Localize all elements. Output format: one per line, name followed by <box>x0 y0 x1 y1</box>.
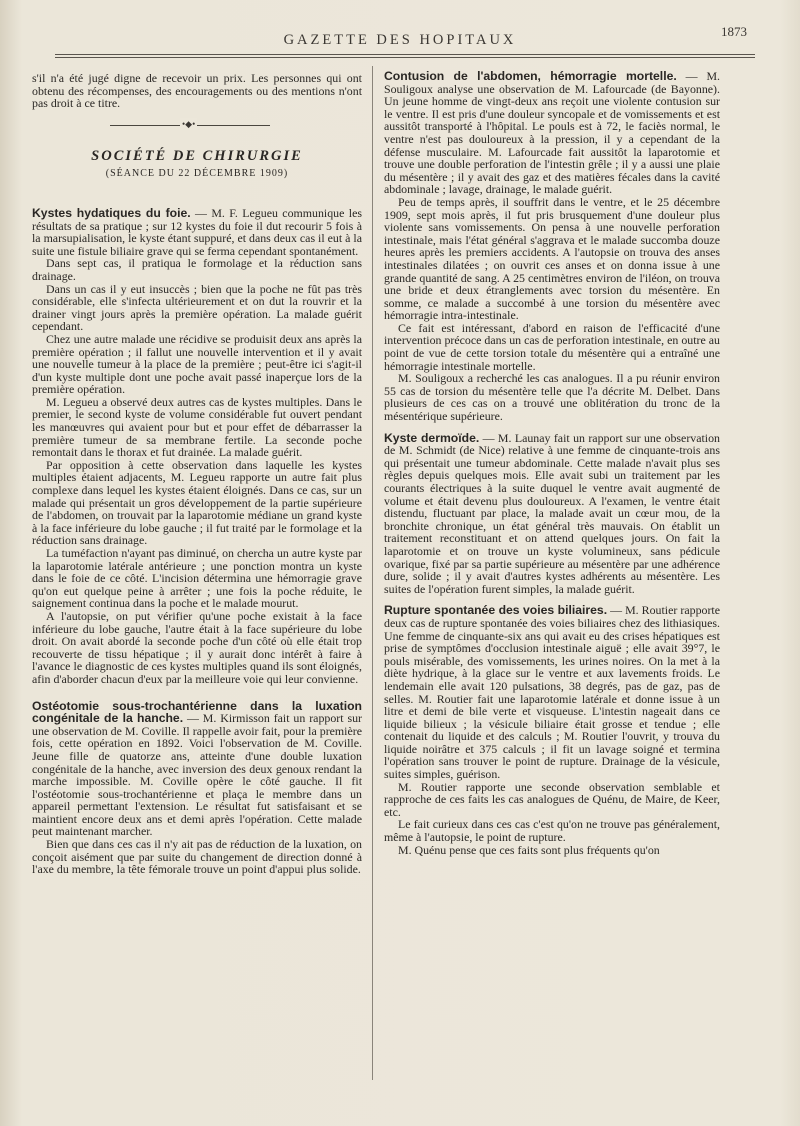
paragraph: M. Quénu pense que ces faits sont plus fréquents qu'on <box>398 842 660 857</box>
paragraph: A l'autopsie, on put vérifier qu'une poche existait à la face inférieure du lobe gauche, l'autre était à la face supérieure du lobe droit. On avait abordé la seconde poche d'un côté où elle était trop recouverte de tissu hépatique ; il y aurait donc intérêt à faire à l'avance le diagnostic de ces kystes multiples quand ils sont éloignés, afin d'aborder chacun d'eux par la meilleure voie qui leur convienne. <box>32 608 362 686</box>
paragraph: M. Legueu a observé deux autres cas de kystes multiples. Dans le premier, le second kyste de volume considérable fut ouvert pendant les manœuvres qui avaient pour but et pour effet de débarrasser la première tumeur de sa membrane fertile. La seconde poche remontait dans le thorax et fut drainée. La malade guérit. <box>32 394 362 460</box>
article-rupture <box>384 604 720 780</box>
paragraph: La tuméfaction n'ayant pas diminué, on chercha un autre kyste par la laparotomie latérale antérieure ; une ponction montra un kyste dans le foie de ce côté. L'incision détermina une hémorragie grave qu'on eut quelque peine à arrêter ; une fois la poche réduite, le saignement continua dans la poche et le malade mourut. <box>32 546 362 611</box>
seance-date: (SÉANCE DU 22 DÉCEMBRE 1909) <box>105 168 289 180</box>
paragraph: Par opposition à cette observation dans laquelle les kystes multiples étaient adjacents, M. Legueu rapporte un autre fait plus complexe dans lequel les kystes étaient éloignés. Dans ce cas, sur un malade qui présentait un gros développement de la partie supérieure de l'abdomen, on trouvait par la laparotomie médiane un grand kyste à la face inférieure du lobe gauche ; il fut traité par le formolage et la réduction sans drainage. <box>32 457 362 548</box>
article-kyste-dermoide <box>384 432 720 596</box>
article-text: — M. Launay fait un rapport sur une observation de M. Schmidt (de Nice) relative à une femme de cinquante-trois ans qui présentait une tumeur abdominale. Cette malade n'avait plus ses règles depuis quelques mois. Elle avait subi un traitement par les courants électriques à la suite duquel le ventre avait augmenté de volume et était devenu plus douloureux. A l'examen, le ventre était distendu, fluctuant par place, la malade avait un cœur mou, de la bronchite chronique, un état général très mauvais. On établit un traitement reconstituant et on attend quelques jours. On fait la laparotomie et on trouve un kyste volumineux, sans pédicule ovarique, fixé par sa partie supérieure au mésentère par une adhérence dure, solide ; il y avait d'autres kystes adhérents au mésentère. Les suites de l'opération furent simples, la malade guérit. <box>384 430 720 596</box>
section-title: SOCIÉTÉ DE CHIRURGIE <box>91 147 303 164</box>
paragraph: Ce fait est intéressant, d'abord en raison de l'efficacité d'une intervention précoce dans un cas de perforation intestinale, en outre au point de vue de cette torsion totale du mésentère qui a entraîné une hémorragie intestinale mortelle. <box>384 320 720 373</box>
ornament-icon: •◆• <box>182 118 196 129</box>
article-text: — M. F. Legueu communique les résultats de sa pratique ; sur 12 kystes du foie il dut recourir 5 fois à la marsupialisation, le kyste étant suppuré, et dans deux cas il eut à la suite une fistule biliaire grave qui se ferma cependant spontanément. <box>32 205 362 258</box>
page-header <box>25 24 775 60</box>
article-kystes <box>32 207 362 257</box>
right-column <box>384 70 720 856</box>
paragraph: Peu de temps après, il souffrit dans le ventre, et le 25 décembre 1909, sept mois après, il fut pris brusquement d'une douleur plus violente sans vomissements. On pensa à une nouvelle perforation intestinale, mais l'état général s'aggrava et le malade succomba douze heures après les premiers accidents. A l'autopsie on trouva des anses intestinales dilatées ; on ouvrit ces anses et on donna issue à une grande quantité de sang. A 25 centimètres environ de l'iléon, on trouva une bride et deux étranglements avec torsion du mésentère. En somme, ce malade a succombé à une torsion du mésentère avec hémorragie intra-intestinale. <box>384 194 720 323</box>
paragraph: M. Souligoux a recherché les cas analogues. Il a pu réunir environ 55 cas de torsion du mésentère telle que l'a décrite M. Delbet. Dans plusieurs de ces cas on a trouvé une oblitération du tronc de la mésentérique supérieure. <box>384 371 720 424</box>
left-column <box>32 72 362 876</box>
article-osteotomie <box>32 700 362 839</box>
column-divider <box>372 66 373 1080</box>
paragraph: Dans sept cas, il pratiqua le formolage et la réduction sans drainage. <box>32 256 362 283</box>
paragraph: Le fait curieux dans ces cas c'est qu'on ne trouve pas généralement, même à l'autopsie, le point de rupture. <box>384 817 720 845</box>
article-heading: Ostéotomie sous-trochantérienne dans la luxation congénitale de la hanche. <box>32 698 362 726</box>
header-rule <box>55 54 755 58</box>
ornament-separator <box>32 118 362 132</box>
article-heading: Contusion de l'abdomen, hémorragie mortelle. <box>384 69 677 83</box>
page-number: 1873 <box>721 24 747 39</box>
paragraph: Dans un cas il y eut insuccès ; bien que la poche ne fût pas très considérable, elle s'infecta ultérieurement et on dut la rouvrir et la drainer vingt jours après la première opération. La malade guérit cependant. <box>32 281 362 334</box>
running-title: GAZETTE DES HOPITAUX <box>283 32 517 48</box>
paragraph: Bien que dans ces cas il n'y ait pas de réduction de la luxation, on conçoit aisément que par suite du changement de direction donné à l'axe du membre, la tête fémorale trouve un point d'appui plus solide. <box>32 837 362 877</box>
article-heading: Kyste dermoïde. <box>384 430 480 445</box>
article-contusion <box>384 70 720 196</box>
paragraph: M. Routier rapporte une seconde observation semblable et rapproche de ces faits les cas analogues de Quénu, de Maire, de Keer, etc. <box>384 779 720 819</box>
paragraph: Chez une autre malade une récidive se produisit deux ans après la première opération ; il fallut une nouvelle intervention et il y avait une nouvelle tumeur à la place de la première ; peut-être ici s'agit-il d'un kyste multiple dont une poche avait passé inaperçue lors de la première opération. <box>32 331 362 397</box>
article-heading: Rupture spontanée des voies biliaires. <box>384 603 608 618</box>
article-text: — M. Routier rapporte deux cas de rupture spontanée des voies biliaires chez des lithiasiques. Une femme de cinquante-six ans qui avait eu des crises hépatiques est prise de symptômes d'occlusion intestinale aiguë ; elle avait 39°7, le pouls misérable, des vomissements, les urines noires. On la met à la diète hydrique, à la glace sur le ventre et aux lavements froids. Le lendemain elle avait 120 pulsations, 38 degrés, pas de gaz, pas de selles. M. Routier fait une laparotomie latérale et donne issue à un litre et demi de bile verte et visqueuse. L'intestin nageait dans ce liquide bilieux ; la vésicule biliaire était grosse et tendue ; elle contenait du liquide et des calculs ; M. Routier l'ouvrit, y trouva du liquide noirâtre et 375 calculs ; il fit un lavage soigné et termina l'opération sans trouver le point de rupture. Drainage de la vésicule, suites simples, guérison. <box>384 603 720 782</box>
intro-paragraph: s'il n'a été jugé digne de recevoir un prix. Les personnes qui ont obtenu des récompenses, des encouragements ou des mentions n'ont pas droit à ce titre. <box>32 71 362 111</box>
article-text: — M. Kirmisson fait un rapport sur une observation de M. Coville. Il rappelle avoir fait, pour la première fois, cette opération en 1892. Voici l'observation de M. Coville. Jeune fille de quatorze ans, atteinte d'une double luxation congénitale de la hanche, avec inversion des deux genoux rendant la marche impossible. M. Coville opère le côté gauche. Il fit l'ostéotomie sous-trochantérienne et plaça le membre dans un appareil permettant l'extension. Le résultat fut satisfaisant et se maintient encore deux ans et demi après l'opération. Cette malade peut maintenant marcher. <box>32 711 362 839</box>
article-heading: Kystes hydatiques du foie. <box>32 205 191 220</box>
article-text: — M. Souligoux analyse une observation de M. Lafourcade (de Bayonne). Un jeune homme de vingt-deux ans reçoit une violente contusion sur le ventre. Il est pris d'une douleur syncopale et de vomissements et est aussitôt transporté à l'hôpital. Le pouls est à 72, le faciès normal, le ventre n'est pas douloureux à la pression, il y a cependant de la défense musculaire. M. Lafourcade fait aussitôt la laparotomie et trouve une double perforation de l'intestin grêle ; il y a aussi une plaie du mésentère ; il y avait des gaz et des matières fécales dans la cavité abdominale ; lavage, drainage, le malade guérit. <box>384 69 720 197</box>
